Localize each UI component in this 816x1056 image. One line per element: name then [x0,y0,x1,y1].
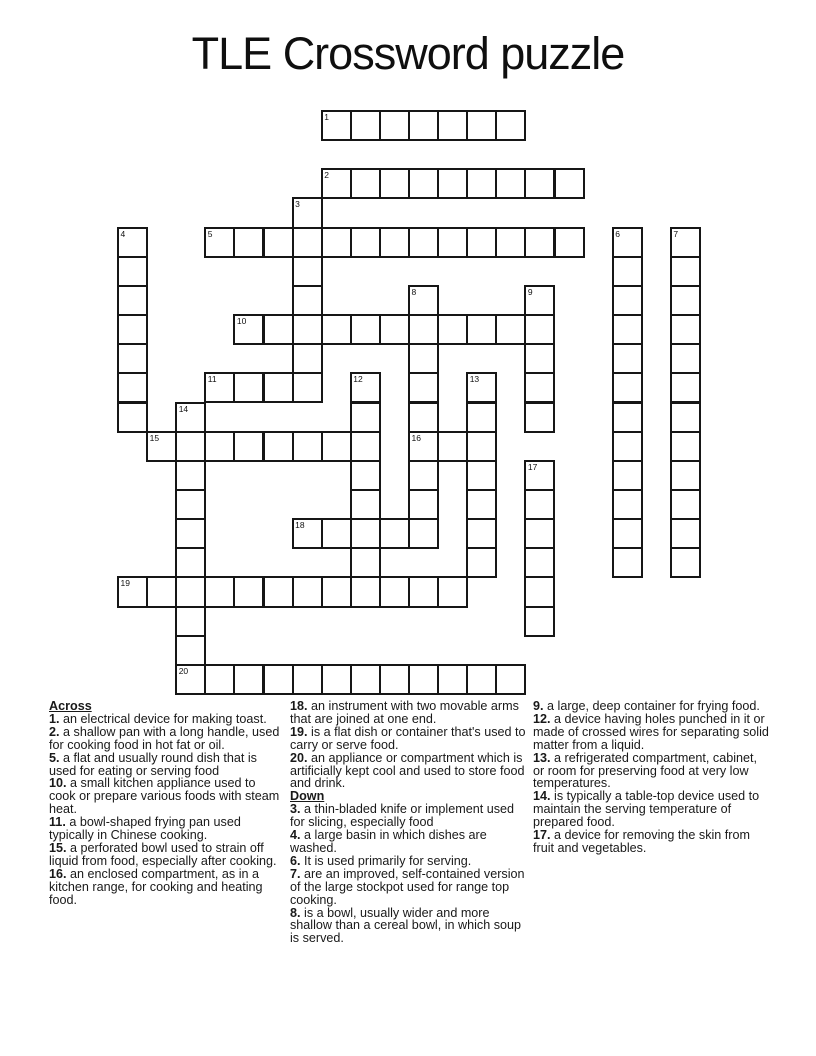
grid-cell[interactable] [495,664,526,695]
cell-number: 4 [120,228,126,239]
grid-cell[interactable] [670,489,701,520]
grid-cell[interactable] [233,372,264,403]
cell-number: 9 [527,286,533,297]
grid-cell[interactable] [612,518,643,549]
clue-item: 10. a small kitchen appliance used to cook or prepare various foods with steam heat. [49,776,280,817]
grid-cell[interactable] [175,576,206,607]
cell-number: 20 [178,665,189,676]
grid-cell[interactable] [175,518,206,549]
cell-number: 10 [236,316,247,327]
grid-cell[interactable] [204,227,235,258]
clue-item: 3. a thin-bladed knife or implement used for slicing, especially food [290,802,515,830]
grid-cell[interactable] [670,547,701,578]
grid-cell[interactable] [670,343,701,374]
grid-cell[interactable] [175,460,206,491]
grid-cell[interactable] [292,431,323,462]
clue-item: 15. a perforated bowl used to strain off liquid from food, especially after cooking. [49,840,277,868]
grid-cell[interactable] [524,402,555,433]
grid-cell[interactable] [350,489,381,520]
grid-cell[interactable] [437,576,468,607]
clue-number: 7. [290,866,305,881]
cell-number: 1 [324,112,329,122]
cell-number: 18 [295,520,305,531]
grid-cell[interactable] [466,168,497,199]
clue-item: 2. a shallow pan with a long handle, used for cooking food in hot fat or oil. [49,724,280,752]
clue-item: 6. It is used primarily for serving. [290,853,472,868]
clue-number: 6. [290,853,305,868]
grid-cell[interactable] [612,256,643,287]
grid-cell[interactable] [263,314,294,345]
clue-item: 7. are an improved, self-contained version of the large stockpot used for range top cooking. [290,866,525,907]
grid-cell[interactable] [379,576,410,607]
grid-cell[interactable] [379,518,410,549]
grid-cell[interactable] [612,489,643,520]
grid-cell[interactable] [612,547,643,578]
grid-cell[interactable] [263,576,294,607]
cell-number: 15 [149,432,160,443]
grid-cell[interactable] [495,227,526,258]
cell-number: 13 [469,374,480,385]
grid-cell[interactable] [670,314,701,345]
clue-number: 18. [290,699,312,713]
grid-cell[interactable] [437,314,468,345]
grid-cell[interactable] [612,285,643,316]
grid-cell[interactable] [379,314,410,345]
grid-cell[interactable] [495,314,526,345]
clue-item: 19. is a flat dish or container that's used to carry or serve food. [290,724,526,752]
page-title: TLE Crossword puzzle [191,28,625,79]
grid-cell[interactable] [408,576,439,607]
grid-cell[interactable] [350,314,381,345]
grid-cell[interactable] [350,518,381,549]
grid-cell[interactable] [670,372,701,403]
grid-cell[interactable] [263,664,294,695]
grid-cell[interactable] [524,547,555,578]
grid-cell[interactable] [292,343,323,374]
cell-number: 16 [411,432,421,443]
grid-cell[interactable] [117,372,148,403]
grid-cell[interactable] [437,664,468,695]
cell-number: 14 [178,403,189,414]
grid-cell[interactable] [263,372,294,403]
clue-number: 16. [49,866,71,881]
grid-cell[interactable] [117,285,148,316]
grid-cell[interactable] [612,314,643,345]
grid-cell[interactable] [466,547,497,578]
crossword-grid [117,110,732,726]
grid-cell[interactable] [117,402,148,433]
grid-cell[interactable] [321,227,352,258]
grid-cell[interactable] [495,168,526,199]
cell-number: 11 [207,374,217,385]
grid-cell[interactable] [408,110,439,141]
grid-cell[interactable] [670,227,701,258]
clue-item: 14. is typically a table-top device used to maintain the serving temperature of prepared food. [533,789,760,830]
grid-cell[interactable] [263,431,294,462]
grid-cell[interactable] [670,285,701,316]
grid-cell[interactable] [670,402,701,433]
grid-cell[interactable] [612,227,643,258]
cell-number: 3 [295,199,300,210]
grid-cell[interactable] [146,431,177,462]
cell-number: 17 [527,461,538,472]
grid-cell[interactable] [408,518,439,549]
grid-cell[interactable] [350,372,381,403]
grid-cell[interactable] [612,460,643,491]
grid-cell[interactable] [292,285,323,316]
grid-cell[interactable] [466,518,497,549]
grid-cell[interactable] [175,431,206,462]
grid-cell[interactable] [233,314,264,345]
grid-cell[interactable] [437,168,468,199]
grid-cell[interactable] [554,227,585,258]
clue-number: 15. [49,840,71,855]
grid-cell[interactable] [350,110,381,141]
grid-cell[interactable] [379,110,410,141]
grid-cell[interactable] [554,168,585,199]
grid-cell[interactable] [117,314,148,345]
clue-number: 19. [290,724,312,739]
clue-item: 18. an instrument with two movable arms that are joined at one end. [290,699,519,726]
clue-item: 9. a large, deep container for frying food. [533,699,760,713]
clue-number: 17. [533,828,555,843]
grid-cell[interactable] [175,489,206,520]
grid-cell[interactable] [524,460,555,491]
grid-cell[interactable] [612,402,643,433]
grid-cell[interactable] [524,314,555,345]
grid-cell[interactable] [321,110,352,141]
grid-cell[interactable] [233,431,264,462]
grid-cell[interactable] [670,518,701,549]
cell-number: 7 [673,228,679,239]
grid-cell[interactable] [379,664,410,695]
grid-cell[interactable] [466,372,497,403]
grid-cell[interactable] [350,576,381,607]
grid-cell[interactable] [233,227,264,258]
grid-cell[interactable] [204,431,235,462]
grid-cell[interactable] [466,431,497,462]
clue-number: 2. [49,724,64,739]
clue-number: 12. [533,711,555,726]
grid-cell[interactable] [204,664,235,695]
clues-column-right [533,700,771,855]
clue-number: 4. [290,828,305,843]
grid-cell[interactable] [437,110,468,141]
clue-number: 20. [290,750,312,765]
grid-cell[interactable] [175,606,206,637]
clue-number: 10. [49,776,71,791]
grid-cell[interactable] [379,227,410,258]
grid-cell[interactable] [612,343,643,374]
clue-item: 4. a large basin in which dishes are washed. [290,828,487,855]
grid-cell[interactable] [670,256,701,287]
grid-cell[interactable] [175,402,206,433]
across-header: Across [49,699,92,713]
cell-number: 8 [411,286,417,297]
grid-cell[interactable] [292,197,323,228]
grid-cell[interactable] [117,576,148,607]
clue-number: 8. [290,905,305,920]
grid-cell[interactable] [466,460,497,491]
cell-number: 12 [353,374,363,385]
clue-number: 5. [49,750,64,765]
clue-item: 13. a refrigerated compartment, cabinet, or room for preserving food at very low temperatures. [533,750,758,791]
grid-cell[interactable] [146,576,177,607]
grid-cell[interactable] [350,431,381,462]
grid-cell[interactable] [670,460,701,491]
grid-cell[interactable] [292,518,323,549]
grid-cell[interactable] [612,372,643,403]
grid-cell[interactable] [437,227,468,258]
clue-number: 3. [290,802,305,817]
grid-cell[interactable] [321,518,352,549]
grid-cell[interactable] [408,285,439,316]
grid-cell[interactable] [524,285,555,316]
grid-cell[interactable] [175,664,206,695]
grid-cell[interactable] [350,402,381,433]
grid-cell[interactable] [292,576,323,607]
clue-number: 1. [49,711,64,726]
grid-cell[interactable] [408,664,439,695]
grid-cell[interactable] [321,168,352,199]
clue-number: 13. [533,750,555,765]
grid-cell[interactable] [292,664,323,695]
grid-cell[interactable] [408,489,439,520]
grid-cell[interactable] [321,314,352,345]
grid-cell[interactable] [204,576,235,607]
clue-item: 16. an enclosed compartment, as in a kitchen range, for cooking and heating food. [49,866,263,907]
clues-column-across [49,700,285,907]
cell-number: 19 [120,578,130,589]
grid-cell[interactable] [117,343,148,374]
grid-cell[interactable] [612,431,643,462]
grid-cell[interactable] [292,227,323,258]
clue-item: 1. an electrical device for making toast. [49,711,267,726]
cell-number: 5 [207,228,213,239]
down-header: Down [290,789,325,804]
clue-item: 5. a flat and usually round dish that is used for eating or serving food [49,750,257,778]
clue-number: 9. [533,699,548,713]
grid-cell[interactable] [524,372,555,403]
grid-cell[interactable] [321,664,352,695]
grid-cell[interactable] [292,256,323,287]
grid-cell[interactable] [524,518,555,549]
grid-cell[interactable] [466,664,497,695]
grid-cell[interactable] [292,372,323,403]
grid-cell[interactable] [408,168,439,199]
grid-cell[interactable] [408,372,439,403]
cell-number: 2 [324,170,329,181]
grid-cell[interactable] [321,576,352,607]
cell-number: 6 [615,228,620,239]
clue-number: 11. [49,815,70,830]
grid-cell[interactable] [408,227,439,258]
grid-cell[interactable] [466,402,497,433]
grid-cell[interactable] [408,431,439,462]
grid-cell[interactable] [408,343,439,374]
grid-cell[interactable] [350,227,381,258]
grid-cell[interactable] [379,168,410,199]
clue-number: 14. [533,789,555,804]
grid-cell[interactable] [524,343,555,374]
grid-cell[interactable] [466,314,497,345]
clue-item: 17. a device for removing the skin from fruit and vegetables. [533,828,750,855]
clue-item: 12. a device having holes punched in it or made of crossed wires for separating solid matter from a liquid. [533,711,769,752]
grid-cell[interactable] [204,372,235,403]
clues-column-middle [290,700,532,945]
grid-cell[interactable] [175,635,206,666]
clue-item: 20. an appliance or compartment which is artificially kept cool and used to store food and drink. [290,750,525,791]
clue-item: 11. a bowl-shaped frying pan used typically in Chinese cooking. [49,815,241,843]
grid-cell[interactable] [524,606,555,637]
grid-cell[interactable] [350,664,381,695]
grid-cell[interactable] [524,227,555,258]
grid-cell[interactable] [350,547,381,578]
grid-cell[interactable] [350,460,381,491]
grid-cell[interactable] [466,110,497,141]
grid-cell[interactable] [233,664,264,695]
grid-cell[interactable] [350,168,381,199]
grid-cell[interactable] [466,227,497,258]
grid-cell[interactable] [437,431,468,462]
grid-cell[interactable] [524,489,555,520]
grid-cell[interactable] [408,402,439,433]
grid-cell[interactable] [292,314,323,345]
grid-cell[interactable] [524,576,555,607]
grid-cell[interactable] [117,227,148,258]
grid-cell[interactable] [466,489,497,520]
grid-cell[interactable] [495,110,526,141]
clue-item: 8. is a bowl, usually wider and more shallow than a cereal bowl, in which soup is served. [290,905,522,946]
grid-cell[interactable] [408,460,439,491]
grid-cell[interactable] [321,431,352,462]
grid-cell[interactable] [524,168,555,199]
grid-cell[interactable] [233,576,264,607]
grid-cell[interactable] [175,547,206,578]
grid-cell[interactable] [670,431,701,462]
grid-cell[interactable] [408,314,439,345]
grid-cell[interactable] [263,227,294,258]
grid-cell[interactable] [117,256,148,287]
